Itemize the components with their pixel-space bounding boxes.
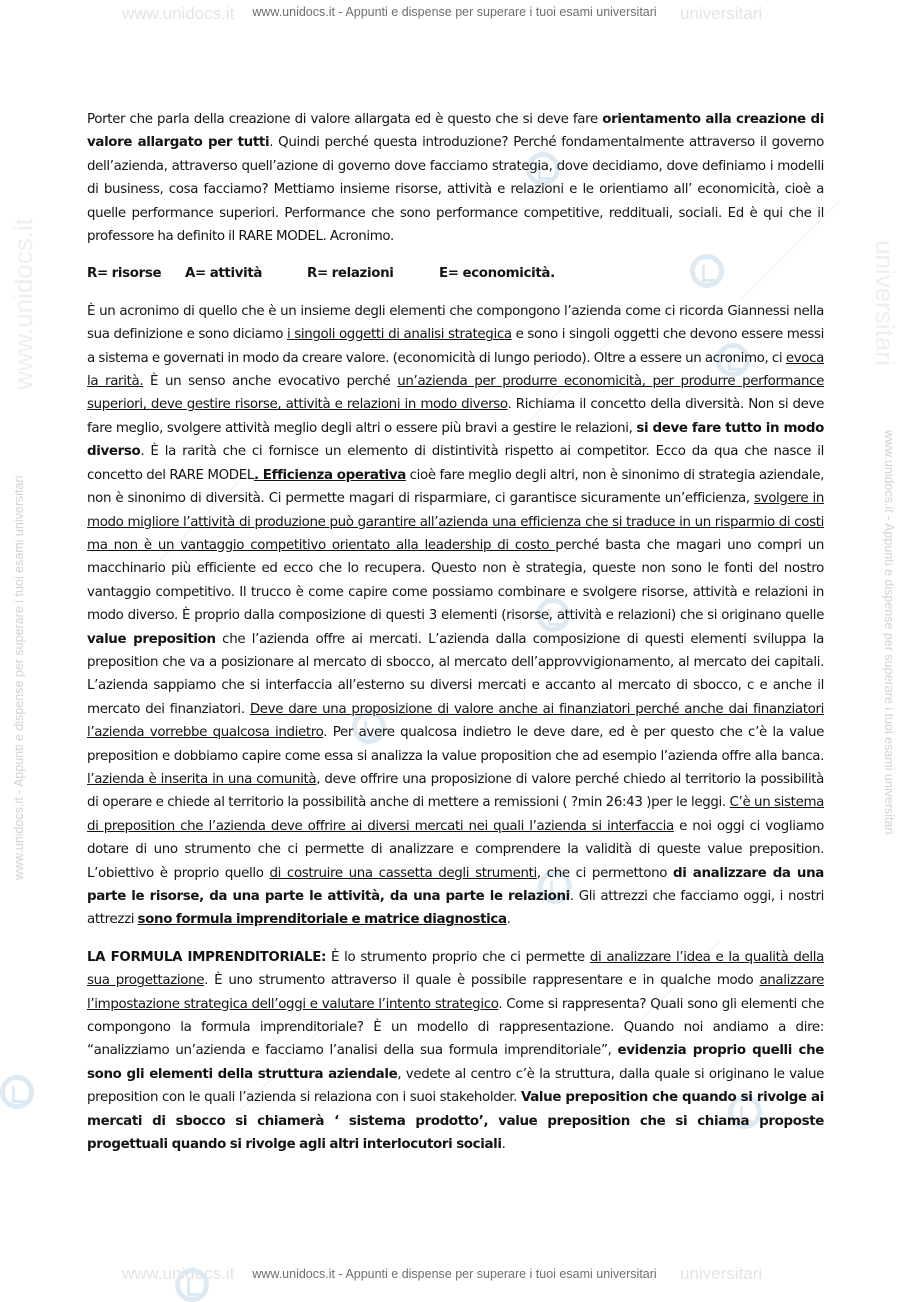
bold-text: di analizzare da una parte le risorse, da una parte le attività, da una parte le relazioni <box>87 865 824 904</box>
text: È lo strumento proprio che ci permette <box>326 949 590 965</box>
text: , vedete al centro c’è la struttura, dalla quale si originano le value preposition con le quali l’azienda si relaziona con i suoi stakeholder. <box>87 1066 824 1106</box>
bold-underlined-text: . Efficienza operativa <box>253 467 406 483</box>
underlined-text: evoca la rarità. <box>87 350 824 390</box>
text: cioè fare meglio degli altri, non è sinonimo di strategia aziendale, non è sinonimo di diversità. Ci permette magari di risparmiare, ci garantisce sicuramente un’efficienza, <box>87 467 824 507</box>
footer-banner: www.unidocs.it - Appunti e dispense per superare i tuoi esami universitari <box>252 1267 657 1281</box>
underlined-text: svolgere in modo migliore l’attività di produzione può garantire all’azienda una efficienza che si traduce in un risparmio di costi ma non è un vantaggio competitivo orientato alla leadership di costo <box>87 491 824 553</box>
left-big-watermark: www.unidocs.it <box>8 218 38 390</box>
paragraph-rare-model <box>87 300 824 932</box>
text: Porter che parla della creazione di valore allargata ed è questo che si deve fare <box>87 112 603 127</box>
section-heading: LA FORMULA IMPRENDITORIALE: <box>87 949 327 965</box>
text: È un senso anche evocativo perché <box>143 374 398 390</box>
right-watermark: www.unidocs.it - Appunti e dispense per superare i tuoi esami universitari <box>882 430 896 835</box>
header-ghost-left: www.unidocs.it <box>122 4 235 23</box>
unidocs-logo-icon <box>175 1268 209 1302</box>
text: . Gli attrezzi che facciamo oggi, i nostri attrezzi <box>87 889 824 928</box>
bold-text: orientamento alla creazione di valore allargato per tutti <box>87 112 825 151</box>
underlined-text: un’azienda per produrre economicità, per produrre performance superiori, deve gestire risorse, attività e relazioni in modo diverso <box>87 374 824 413</box>
underlined-text: l’azienda è inserita in una comunità <box>87 771 317 787</box>
text: , che ci permettono <box>536 865 673 881</box>
footer-ghost-left: www.unidocs.it <box>122 1264 235 1283</box>
bold-underlined-text: sono formula imprenditoriale e matrice diagnostica <box>137 912 507 928</box>
text: . È uno strumento attraverso il quale è possibile rappresentare e in qualche modo <box>204 973 760 989</box>
underlined-text: C’è un sistema di preposition che l’azienda deve offrire ai diversi mercati nei quali l’azienda si interfaccia <box>87 795 825 834</box>
header-ghost-right: universitari <box>680 4 763 23</box>
text: . È la rarità che ci fornisce un elemento di distintività rispetto ai competitor. Ecco da qua che nasce il concetto del RARE MODEL <box>87 444 824 483</box>
acronym-relazioni: R= relazioni <box>307 266 394 282</box>
text: che l’azienda offre ai mercati. L’azienda dalla composizione di questi elementi sviluppa la preposition che va a posizionare al mercato di sbocco, al mercato dell’approvvigionamento, al mercato dei capitali. L’azienda sappiamo che si interfaccia all’esterno su diversi mercati e accanto al mercato di sbocco, c e anche il mercato dei finanziatori. <box>87 631 824 717</box>
bold-text: Value preposition che quando si rivolge ai mercati di sbocco si chiamerà ‘ sistema prodotto’, value preposition che si chiama proposte progettuali quando si rivolge agli altri interlocutori sociali <box>87 1090 824 1153</box>
text: e noi oggi ci vogliamo dotare di uno strumento che ci permette di analizzare e comprendere la validità di queste value preposition. L’obiettivo è proprio quello <box>87 818 824 881</box>
underlined-text: di costruire una cassetta degli strumenti <box>269 865 537 881</box>
acronym-risorse: R= risorse <box>87 266 162 282</box>
text: e sono i singoli oggetti che devono essere messi a sistema e governati in modo da creare valore. (economicità di lungo periodo). Oltre a essere un acronimo, ci <box>87 327 824 366</box>
acronym-attivita: A= attività <box>185 266 263 282</box>
footer-ghost-right: universitari <box>680 1264 763 1283</box>
text: . Quindi perché questa introduzione? Perché fondamentalmente attraverso il governo dell’azienda, attraverso quell’azione di governo dove facciamo strategia, dove decidiamo, dove definiamo i modelli di business, cosa facciamo? Mettiamo insieme risorse, attività e relazioni e le orientiamo all’ economicità, cioè a quelle performance superiori. Performance che sono performance competitive, reddituali, sociali. Ed è qui che il professore ha definito il RARE MODEL. Acronimo. <box>87 135 824 245</box>
text: . Per avere qualcosa indietro le deve dare, ed è per questo che c’è la value preposition e dobbiamo capire come essa si analizza la value proposition che ad esempio l’azienda offre alla banca. <box>87 725 824 764</box>
text: . <box>506 912 511 928</box>
text: , deve offrire una proposizione di valore perché chiedo al territorio la possibilità di operare e chiede al territorio la possibilità anche di mettere a remissioni ( ?min 26:43 )per le leggi. <box>87 771 824 811</box>
underlined-text: Deve dare una proposizione di valore anche ai finanziatori perché anche dai finanziatori l’azienda vorrebbe qualcosa indietro <box>87 701 824 741</box>
underlined-text: i singoli oggetti di analisi strategica <box>286 327 512 343</box>
text: . Come si rappresenta? Quali sono gli elementi che compongono la formula imprenditoriale? È un modello di rappresentazione. Quando noi andiamo a dire: “analizziamo un’azienda e facciamo l’analisi della sua formula imprenditoriale”, <box>87 996 824 1059</box>
underlined-text: di analizzare l’idea e la qualità della sua progettazione <box>87 949 824 989</box>
text: perché basta che magari uno compri un macchinario più efficiente ed ecco che lo recupera. Questo non è strategia, queste non sono le fonti del nostro vantaggio competitivo. Il trucco è come capire come possiamo combinare e svolgere risorse, attività e relazioni in modo diverso. È proprio dalla composizione di questi 3 elementi (risorse, attività e relazioni) che si originano quelle <box>87 537 824 624</box>
bold-text: evidenzia proprio quelli che sono gli elementi della struttura aziendale <box>87 1043 824 1082</box>
bold-text: value preposition <box>87 631 216 647</box>
text: . Richiama il concetto della diversità. Non si deve fare meglio, svolgere attività meglio degli altri o essere più bravi a gestire le relazioni, <box>87 397 824 436</box>
underlined-text: analizzare l’impostazione strategica dell’oggi e valutare l’intento strategico <box>87 973 824 1012</box>
acronym-line <box>87 262 824 285</box>
left-watermark: www.unidocs.it - Appunti e dispense per superare i tuoi esami universitari <box>12 475 26 880</box>
text: È un acronimo di quello che è un insieme degli elementi che compongono l’azienda come ci ricorda Giannessi nella sua definizione e sono diciamo <box>87 303 824 343</box>
header-banner: www.unidocs.it - Appunti e dispense per superare i tuoi esami universitari <box>252 5 657 19</box>
unidocs-logo-icon <box>0 1075 34 1109</box>
text: . <box>501 1137 506 1153</box>
bold-text: si deve fare tutto in modo diverso <box>87 420 824 460</box>
paragraph-formula-imprenditoriale <box>87 946 824 1157</box>
right-big-watermark: universitari <box>870 240 900 366</box>
paragraph-porter <box>87 108 824 248</box>
document-body <box>87 108 824 1156</box>
acronym-economicita: E= economicità. <box>439 266 555 282</box>
